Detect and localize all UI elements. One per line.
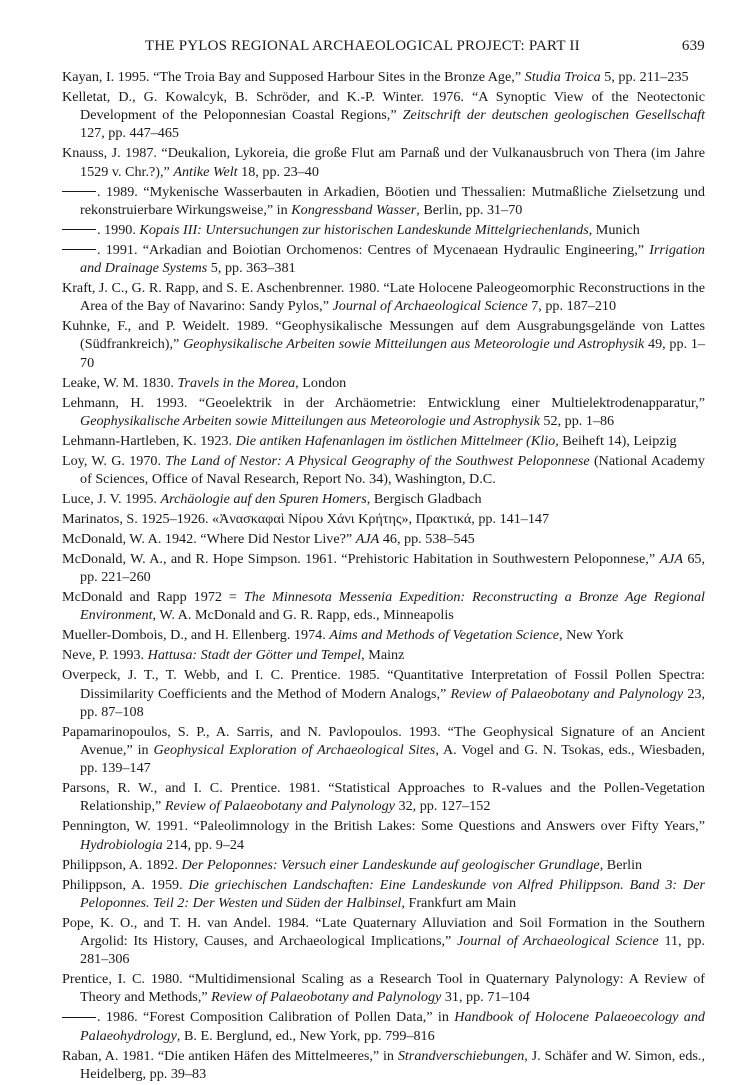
reference-text-part: Pope, K. O., and T. H. van Andel. 1984. “Late Quaternary Alluviation and Soil Formation in the Southern Argolid: Its History, Causes, and Archaeological Implications,” <box>62 914 705 950</box>
reference-text-part: , Berlin <box>599 856 643 873</box>
reference-text-part: 7, pp. 187–210 <box>527 298 617 315</box>
reference-entry <box>62 394 705 430</box>
reference-italic-part: Journal of Archaeological Science <box>332 298 528 315</box>
reference-text-part: McDonald and Rapp 1972 = <box>62 589 244 606</box>
reference-italic-part: Review of Palaeobotany and Palynology <box>450 685 684 702</box>
reference-entry <box>62 970 705 1006</box>
reference-text-part: Loy, W. G. 1970. <box>62 452 166 469</box>
ditto-dash <box>62 191 96 192</box>
reference-text-part: Leake, W. M. 1830. <box>62 374 178 391</box>
reference-text-part: 31, pp. 71–104 <box>441 989 530 1006</box>
reference-text-part: 5, pp. 363–381 <box>207 260 296 277</box>
reference-entry <box>62 1047 705 1083</box>
reference-entry <box>62 317 705 372</box>
reference-italic-part: The Land of Nestor: A Physical Geography of the Southwest Peloponnese <box>165 452 590 469</box>
reference-text-part: . 1990. <box>97 221 140 238</box>
reference-text-part: Parsons, R. W., and I. C. Prentice. 1981. “Statistical Approaches to R-values and the Pollen-Vegetation Relationship,” <box>62 780 705 815</box>
reference-entry <box>62 723 705 778</box>
reference-entry <box>62 279 705 315</box>
reference-italic-part: Travels in the Morea <box>177 374 296 391</box>
reference-entry <box>62 646 705 664</box>
reference-text-part: Pennington, W. 1991. “Paleolimnology in the British Lakes: Some Questions and Answers over Fifty Years,” <box>62 818 705 835</box>
reference-entry <box>62 183 705 219</box>
reference-entry <box>62 876 705 912</box>
reference-text-part: . 1989. “Mykenische Wasserbauten in Arkadien, Böotien und Thessalien: Mutmaßliche Zielsetzung und rekonstruierbare Wirkungsweise,” in <box>80 183 705 218</box>
reference-text-part: , J. Schäfer and W. Simon, eds., Heidelberg, pp. 39–83 <box>80 1047 705 1082</box>
reference-entry <box>62 452 705 488</box>
ditto-dash <box>62 1017 96 1018</box>
reference-text-part: , B. E. Berglund, ed., New York, pp. 799–816 <box>176 1027 435 1044</box>
reference-text-part: Prentice, I. C. 1980. “Multidimensional Scaling as a Research Tool in Quaternary Palynology: A Review of Theory and Methods,” <box>62 971 705 1006</box>
reference-entry <box>62 530 705 548</box>
reference-text-part: Lehmann, H. 1993. “Geoelektrik in der Archäometrie: Entwicklung einer Multielektrodenapparatur,” <box>62 394 705 411</box>
reference-italic-part: Der Peloponnes: Versuch einer Landeskunde auf geologischer Grundlage <box>181 856 600 873</box>
reference-entry <box>62 241 705 277</box>
reference-entry <box>62 666 705 721</box>
reference-entry <box>62 550 705 586</box>
reference-text-part: Kuhnke, F., and P. Weidelt. 1989. “Geophysikalische Messungen auf dem Ausgrabungsgelände von Lattes (Südfrankreich),” <box>62 318 705 353</box>
reference-text-part: Lehmann-Hartleben, K. 1923. <box>62 432 236 449</box>
reference-text-part: Neve, P. 1993. <box>62 647 148 664</box>
reference-text-part: 32, pp. 127–152 <box>394 798 491 815</box>
reference-text-part: 49, pp. 1–70 <box>80 336 705 371</box>
reference-text-part: Philippson, A. 1892. <box>62 856 182 873</box>
reference-text-part: , Mainz <box>361 647 405 664</box>
reference-entry <box>62 914 705 969</box>
reference-text-part: , W. A. McDonald and G. R. Rapp, eds., Minneapolis <box>152 607 454 624</box>
reference-text-part: 65, pp. 221–260 <box>80 551 705 586</box>
reference-italic-part: Die griechischen Landschaften: Eine Landeskunde von Alfred Philippson. Band 3: Der Peloponnes. Teil 2: Der Westen und Süden der Halbinsel <box>80 876 705 911</box>
reference-italic-part: The Minnesota Messenia Expedition: Reconstructing a Bronze Age Regional Environment <box>80 589 705 624</box>
reference-text-part: McDonald, W. A. 1942. “Where Did Nestor Live?” <box>62 531 356 548</box>
reference-italic-part: Review of Palaeobotany and Palynology <box>211 989 442 1006</box>
reference-entry <box>62 510 705 528</box>
reference-italic-part: AJA <box>659 551 683 568</box>
reference-italic-part: Zeitschrift der deutschen geologischen Gesellschaft <box>402 107 705 124</box>
reference-text-part: Kayan, I. 1995. “The Troia Bay and Supposed Harbour Sites in the Bronze Age,” <box>62 69 525 85</box>
reference-entry <box>62 374 705 392</box>
reference-italic-part: Geophysikalische Arbeiten sowie Mitteilungen aus Meteorologie und Astrophysik <box>183 336 645 353</box>
reference-text-part: . 1991. “Arkadian and Boiotian Orchomenos: Centres of Mycenaean Hydraulic Engineering,” <box>97 241 650 258</box>
reference-text-part: , Berlin, pp. 31–70 <box>416 201 523 218</box>
reference-text-part: 18, pp. 23–40 <box>237 163 319 180</box>
ditto-dash <box>62 229 96 230</box>
reference-italic-part: Kopais III: Untersuchungen zur historischen Landeskunde Mittelgriechenlands <box>139 221 589 238</box>
reference-text-part: , Bergisch Gladbach <box>366 491 482 508</box>
reference-italic-part: Hattusa: Stadt der Götter und Tempel <box>147 647 362 664</box>
reference-text-part: , A. Vogel and G. N. Tsokas, eds., Wiesbaden, pp. 139–147 <box>80 742 705 777</box>
reference-entry <box>62 490 705 508</box>
reference-text-part: 127, pp. 447–465 <box>80 125 179 142</box>
reference-text-part: Luce, J. V. 1995. <box>62 491 161 508</box>
reference-entry <box>62 88 705 143</box>
reference-text-part: Raban, A. 1981. “Die antiken Häfen des Mittelmeeres,” in <box>62 1047 398 1064</box>
reference-italic-part: Journal of Archaeological Science <box>456 933 659 950</box>
reference-entry <box>62 144 705 180</box>
reference-italic-part: AJA <box>355 531 380 548</box>
reference-text-part: Kraft, J. C., G. R. Rapp, and S. E. Aschenbrenner. 1980. “Late Holocene Paleogeomorphic Reconstructions in the Area of the Bay of Navarino: Sandy Pylos,” <box>62 280 705 315</box>
reference-text-part: , New York <box>559 627 624 644</box>
reference-entry <box>62 626 705 644</box>
reference-text-part: Papamarinopoulos, S. P., A. Sarris, and N. Pavlopoulos. 1993. “The Geophysical Signature of an Ancient Avenue,” in <box>62 723 705 759</box>
reference-italic-part: Studia Troica <box>524 69 601 85</box>
page-number: 639 <box>681 38 705 54</box>
reference-text-part: 5, pp. 211–235 <box>600 69 689 85</box>
reference-entry <box>62 221 705 239</box>
reference-italic-part: Antike Welt <box>173 163 238 180</box>
reference-entry <box>62 856 705 874</box>
reference-text-part: . 1986. “Forest Composition Calibration of Pollen Data,” in <box>97 1009 455 1026</box>
reference-text-part: (National Academy of Sciences, Office of Naval Research, Report No. 34), Washington, D.C. <box>80 452 706 488</box>
reference-text-part: , London <box>295 374 347 391</box>
reference-text-part: 46, pp. 538–545 <box>379 531 475 548</box>
reference-text-part: 23, pp. 87–108 <box>80 685 705 720</box>
reference-italic-part: Geophysikalische Arbeiten sowie Mitteilungen aus Meteorologie und Astrophysik <box>80 412 540 429</box>
reference-text-part: Overpeck, J. T., T. Webb, and I. C. Prentice. 1985. “Quantitative Interpretation of Fossil Pollen Spectra: Dissimilarity Coefficients and the Method of Modern Analogs,” <box>62 667 705 702</box>
reference-italic-part: Kongressband Wasser <box>291 201 417 218</box>
reference-entry <box>62 779 705 815</box>
reference-text-part: 52, pp. 1–86 <box>539 412 615 429</box>
reference-entry <box>62 432 705 450</box>
reference-entry <box>62 1008 705 1044</box>
reference-text-part: Marinatos, S. 1925–1926. «Ἀνασκαφαὶ Νίρου Χάνι Κρήτης», Πρακτικά, pp. 141–147 <box>62 511 550 528</box>
reference-text-part: 214, pp. 9–24 <box>162 836 245 853</box>
reference-italic-part: Hydrobiologia <box>80 836 163 853</box>
reference-italic-part: Handbook of Holocene Palaeoecology and Palaeohydrology <box>80 1009 705 1044</box>
reference-text-part: 11, pp. 281–306 <box>80 933 705 968</box>
reference-text-part: Mueller-Dombois, D., and H. Ellenberg. 1974. <box>62 627 330 644</box>
running-title: THE PYLOS REGIONAL ARCHAEOLOGICAL PROJECT: PART II <box>145 38 580 54</box>
reference-entry <box>62 68 705 86</box>
reference-list <box>62 68 705 1085</box>
reference-italic-part: Die antiken Hafenanlagen im östlichen Mittelmeer (Klio, <box>235 432 559 449</box>
reference-italic-part: Archäologie auf den Spuren Homers <box>160 491 367 508</box>
reference-text-part: Philippson, A. 1959. <box>62 876 189 893</box>
reference-entry <box>62 588 705 624</box>
reference-text-part: , Munich <box>588 221 640 238</box>
reference-italic-part: Review of Palaeobotany and Palynology <box>164 798 395 815</box>
reference-text-part: Knauss, J. 1987. “Deukalion, Lykoreia, die große Flut am Parnaß und der Vulkanausbruch von Thera (im Jahre 1529 v. Chr.?),” <box>62 145 705 180</box>
reference-italic-part: Geophysical Exploration of Archaeological Sites <box>153 742 436 759</box>
reference-italic-part: Irrigation and Drainage Systems <box>80 241 705 277</box>
reference-entry <box>62 817 705 853</box>
reference-italic-part: Aims and Methods of Vegetation Science <box>329 627 560 644</box>
reference-text-part: Beiheft 14), Leipzig <box>558 432 677 449</box>
ditto-dash <box>62 249 96 250</box>
reference-text-part: Kelletat, D., G. Kowalcyk, B. Schröder, and K.-P. Winter. 1976. “A Synoptic View of the Neotectonic Development of the Peloponnesian Coastal Regions,” <box>62 89 705 124</box>
reference-text-part: McDonald, W. A., and R. Hope Simpson. 1961. “Prehistoric Habitation in Southwestern Peloponnese,” <box>62 551 660 568</box>
reference-text-part: , Frankfurt am Main <box>401 894 517 911</box>
reference-italic-part: Strandverschiebungen <box>397 1047 525 1064</box>
